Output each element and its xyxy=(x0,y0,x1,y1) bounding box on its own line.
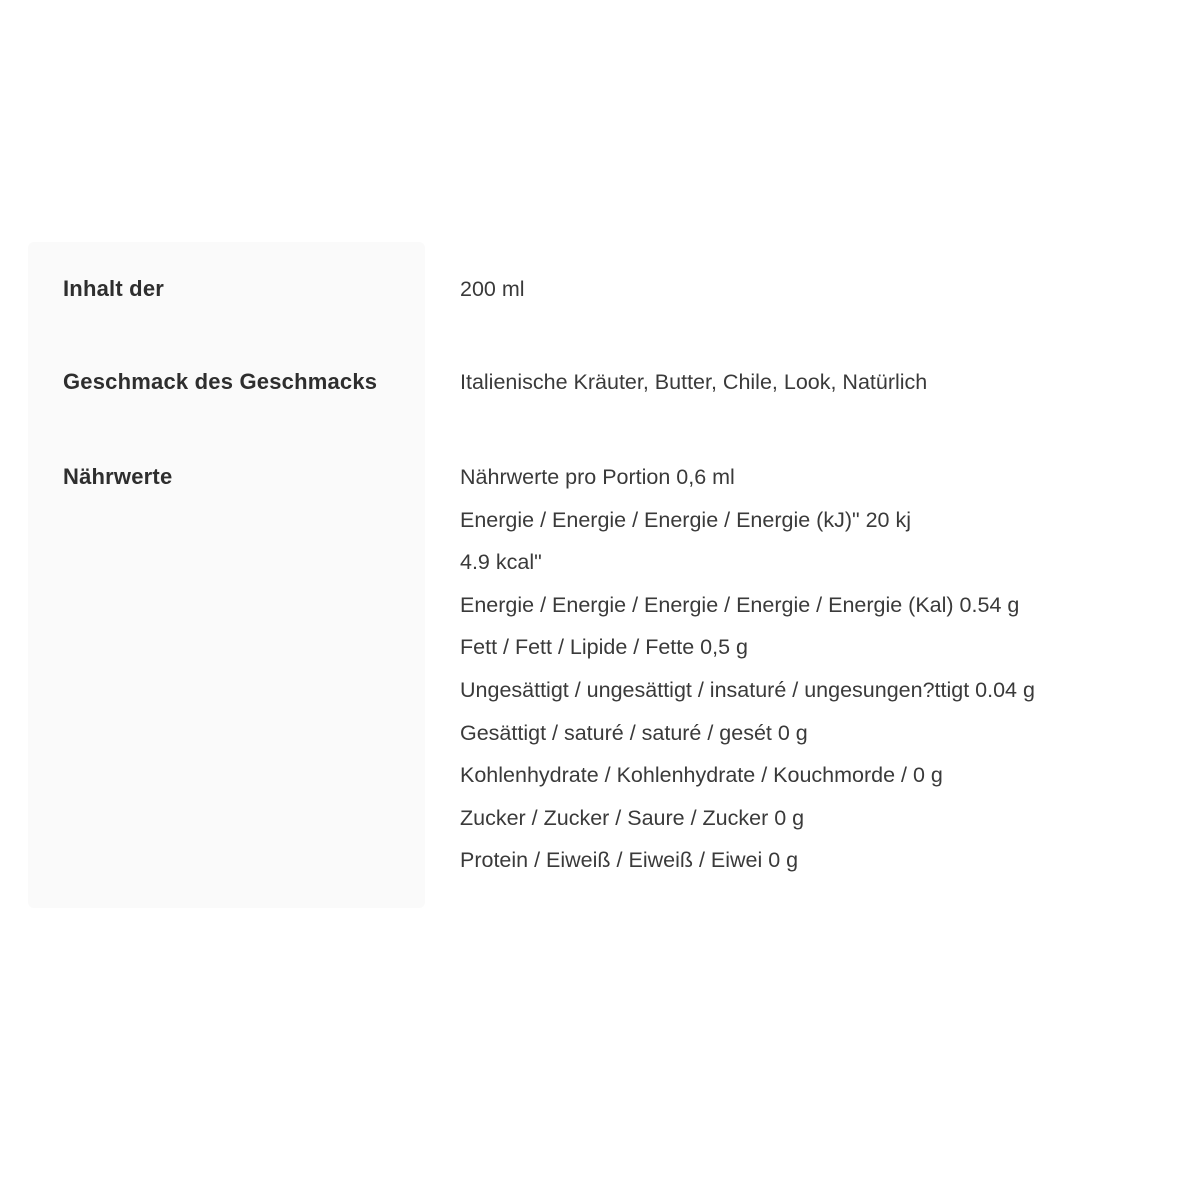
spec-row-geschmack xyxy=(28,368,1160,396)
nutrition-line-energie-kj: Energie / Energie / Energie / Energie (kJ)" 20 kj xyxy=(460,507,911,532)
spec-row-inhalt xyxy=(28,275,1160,303)
nutrition-line-energie-kal: Energie / Energie / Energie / Energie / Energie (Kal) 0.54 g xyxy=(460,592,1020,617)
nutrition-line-protein: Protein / Eiweiß / Eiweiß / Eiwei 0 g xyxy=(460,848,799,873)
spec-value-geschmack: Italienische Kräuter, Butter, Chile, Look, Natürlich xyxy=(460,370,928,394)
spec-label-geschmack: Geschmack des Geschmacks xyxy=(63,369,378,394)
spec-label-inhalt: Inhalt der xyxy=(63,276,165,301)
spec-value-inhalt: 200 ml xyxy=(460,277,525,301)
nutrition-line-ungesaettigt: Ungesättigt / ungesättigt / insaturé / ungesungen?ttigt 0.04 g xyxy=(460,677,1035,702)
nutrition-line-zucker: Zucker / Zucker / Saure / Zucker 0 g xyxy=(460,805,805,830)
spec-label-naehrwerte: Nährwerte xyxy=(63,464,173,489)
nutrition-line-portion: Nährwerte pro Portion 0,6 ml xyxy=(460,465,735,489)
nutrition-line-gesaettigt: Gesättigt / saturé / saturé / gesét 0 g xyxy=(460,720,808,745)
spec-value-naehrwerte xyxy=(460,456,1160,882)
nutrition-line-fett: Fett / Fett / Lipide / Fette 0,5 g xyxy=(460,635,749,660)
spec-row-naehrwerte xyxy=(28,456,1160,882)
nutrition-line-kcal: 4.9 kcal" xyxy=(460,550,542,575)
nutrition-line-kohlenhydrate: Kohlenhydrate / Kohlenhydrate / Kouchmorde / 0 g xyxy=(460,763,943,788)
